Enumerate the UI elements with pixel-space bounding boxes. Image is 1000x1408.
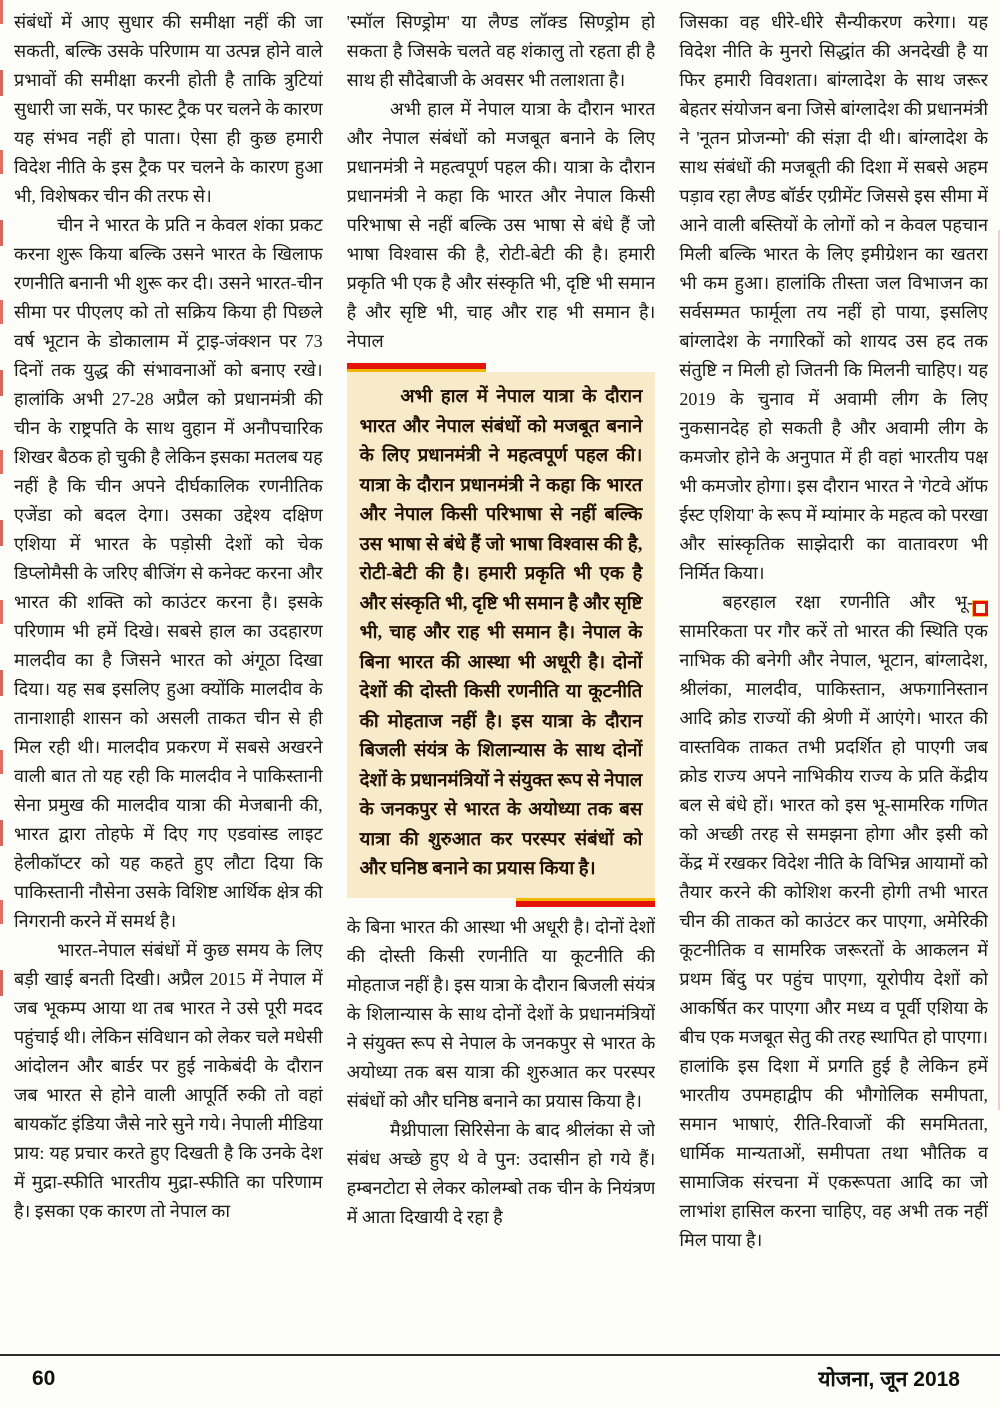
paragraph: मैथ्रीपाला सिरिसेना के बाद श्रीलंका से जो संबंध अच्छे हुए थे वे पुन: उदासीन हो गये हैं। हम्बनटोटा से लेकर कोलम्बो तक चीन के नियंत्रण में आता दिखायी दे रहा है: [346, 1119, 656, 1227]
paragraph: [679, 588, 988, 1255]
page-number: 60: [32, 1367, 56, 1390]
paragraph: भारत-नेपाल संबंधों में कुछ समय के लिए बड़ी खाई बनती दिखी। अप्रैल 2015 में नेपाल में जब भूकम्प आया था तब भारत ने उसे पूरी मदद पहुंचाई थी। लेकिन संविधान को लेकर चले मधेसी आंदोलन और बार्डर पर हुई नाकेबंदी के दौरान जब भारत से होने वाली आपूर्ति रुकी तो वहां बायकॉट इंडिया जैसे नारे सुने गये। नेपाली मीडिया प्राय: यह प्रचार करते हुए दिखती है कि उनके देश में मुद्रा-स्फीति भारतीय मुद्रा-स्फीति का परिणाम है। इसका एक कारण तो नेपाल का: [14, 940, 323, 1221]
paragraph-text: बहरहाल रक्षा रणनीति और भू-सामरिकता पर गौर करें तो भारत की स्थिति एक नाभिक की बनेगी और नेपाल, भूटान, बांग्लादेश, श्रीलंका, मालदीव, पाकिस्तान, अफगानिस्तान आदि क्रोड राज्यों की श्रेणी में आएंगे। भारत की वास्तविक ताकत तभी प्रदर्शित हो पाएगी जब क्रोड राज्य अपने नाभिकीय राज्य के प्रति केंद्रीय बल से बंधे हों। भारत को इस भू-सामरिक गणित को अच्छी तरह से समझना होगा और इसी को केंद्र में रखकर विदेश नीति के विभिन्न आयामों को तैयार करने की कोशिश करनी होगी तभी भारत चीन की ताकत को काउंटर कर पाएगा, अमेरिकी कूटनीतिक व सामरिक जरूरतों के आकलन में प्रथम बिंदु पर पहुंच पाएगा, यूरोपीय देशों को आकर्षित कर पाएगा और मध्य व पूर्वी एशिया के बीच एक मजबूत सेतु की तरह स्थापित हो पाएगा। हालांकि इस दिशा में प्रगति हुई है लेकिन हमें भारतीय उपमहाद्वीप की भौगोलिक समीपता, समान भाषाएं, रीति-रिवाजों की सममितता, धार्मिक मान्यताओं, समीपता तथा भौतिक व सामाजिक संरचना में एकरूपता आदि का जो लाभांश हासिल करना चाहिए, वह अभी तक नहीं मिल पाया है।: [679, 592, 988, 1250]
pull-quote-box: [347, 363, 656, 907]
paragraph: के बिना भारत की आस्था भी अधूरी है। दोनों देशों की दोस्ती किसी रणनीति या कूटनीति की मोहताज नहीं है। इस यात्रा के दौरान बिजली संयंत्र के शिलान्यास के साथ दोनों देशों के प्रधानमंत्रियों ने संयुक्त रूप से नेपाल के जनकपुर से भारत के अयोध्या तक बस यात्रा की शुरुआत कर परस्पर संबंधों को और घनिष्ठ बनाने का प्रयास किया है।: [346, 916, 656, 1111]
column-left: [14, 8, 323, 1352]
paragraph: जिसका वह धीरे-धीरे सैन्यीकरण करेगा। यह विदेश नीति के मुनरो सिद्धांत की अनदेखी है या फिर हमारी विवशता। बांग्लादेश के साथ जरूर बेहतर संयोजन बना जिसे बांग्लादेश की प्रधानमंत्री ने 'नूतन प्रोजन्मो' की संज्ञा दी थी। बांग्लादेश के साथ संबंधों की मजबूती की दिशा में सबसे अहम पड़ाव रहा लैण्ड बॉर्डर एग्रीमेंट जिससे इस सीमा में आने वाली बस्तियों के लोगों को न केवल पहचान मिली बल्कि भारत के लिए इमीग्रेशन का खतरा भी कम हुआ। हालांकि तीस्ता जल विभाजन का सर्वसम्मत फार्मूला तय नहीं हो पाया, इसलिए बांग्लादेश के नगारिकों को शायद उस हद तक संतुष्टि न मिली हो जितनी कि मिलनी चाहिए। यह 2019 के चुनाव में अवामी लीग के लिए नुकसानदेह हो सकती है और अवामी लीग के कमजोर होने के अनुपात में ही वहां भारतीय पक्ष भी कमजोर होगा। इस दौरान भारत ने 'गेटवे ऑफ ईस्ट एशिया' के रूप में म्यांमार के महत्व को परखा और सांस्कृतिक साझेदारी का वातावरण भी निर्मित किया।: [679, 12, 988, 583]
paragraph: संबंधों में आए सुधार की समीक्षा नहीं की जा सकती, बल्कि उसके परिणाम या उत्पन्न होने वाले प्रभावों की समीक्षा करनी होती है ताकि त्रुटियां सुधारी जा सकें, पर फास्ट ट्रैक पर चलने के कारण यह संभव नहीं हो पाता। ऐसा ही कुछ हमारी विदेश नीति के इस ट्रैक पर चलने के कारण हुआ भी, विशेषकर चीन की तरफ से।: [14, 12, 323, 206]
page-footer: [0, 1354, 1000, 1408]
pull-quote-body: [347, 372, 656, 898]
column-right: [679, 8, 988, 1352]
article-body: [14, 8, 988, 1352]
paragraph: 'स्मॉल सिण्ड्रोम' या लैण्ड लॉक्ड सिण्ड्रोम हो सकता है जिसके चलते वह शंकालु तो रहता ही है साथ ही सौदेबाजी के अवसर भी तलाशता है।: [346, 12, 656, 90]
pull-quote-top-bar: [347, 363, 486, 372]
journal-issue: योजना, जून 2018: [818, 1368, 960, 1391]
paragraph: अभी हाल में नेपाल यात्रा के दौरान भारत और नेपाल संबंधों को मजबूत बनाने के लिए प्रधानमंत्री ने महत्वपूर्ण पहल की। यात्रा के दौरान प्रधानमंत्री ने कहा कि भारत और नेपाल किसी परिभाषा से नहीं बल्कि उस भाषा से बंधे हैं जो भाषा विश्वास की है, रोटी-बेटी की है। हमारी प्रकृति भी एक है और संस्कृति भी, दृष्टि भी समान है और सृष्टि भी, चाह और राह भी समान है। नेपाल: [346, 99, 656, 351]
paragraph: चीन ने भारत के प्रति न केवल शंका प्रकट करना शुरू किया बल्कि उसने भारत के खिलाफ रणनीति बनानी भी शुरू कर दी। उसने भारत-चीन सीमा पर पीएलए को तो सक्रिय किया ही पिछले वर्ष भूटान के डोकालाम में ट्राइ-जंक्शन पर 73 दिनों तक युद्ध की संभावनाओं को बनाए रखे। हालांकि अभी 27-28 अप्रैल को प्रधानमंत्री की चीन के राष्ट्रपति के साथ वुहान में अनौपचारिक शिखर बैठक हो चुकी है लेकिन इसका मतलब यह नहीं है कि चीन अपने दीर्घकालिक रणनीतिक एजेंडा को बदल देगा। उसका उद्देश्य दक्षिण एशिया में भारत के पड़ोसी देशों को चेक डिप्लोमैसी के जरिए बीजिंग से कनेक्ट करना और भारत की शक्ति को काउंटर करना है। इसके परिणाम भी हमें दिखे। सबसे हाल का उदहारण मालदीव का है जिसने भारत को अंगूठा दिखा दिया। यह सब इसलिए हुआ क्योंकि मालदीव के तानाशाही शासन को असली ताकत चीन से ही मिल रही थी। मालदीव प्रकरण में सबसे अखरने वाली बात तो यह रही कि मालदीव ने पाकिस्तानी सेना प्रमुख की मालदीव यात्रा की मेजबानी की, भारत द्वारा तोहफे में दिए गए एडवांस्ड लाइट हेलीकॉप्टर को यह कहते हुए लौटा दिया कि पाकिस्तानी नौसेना उसके विशिष्ट आर्थिक क्षेत्र की निगरानी करने में समर्थ है।: [14, 215, 323, 931]
pull-quote-bottom-bar: [516, 898, 655, 907]
scan-artifact-left-edge: [0, 0, 3, 1045]
column-middle: [347, 8, 656, 1352]
article-end-icon: [973, 601, 988, 616]
pull-quote-text: अभी हाल में नेपाल यात्रा के दौरान भारत और नेपाल संबंधों को मजबूत बनाने के लिए प्रधानमंत्री ने महत्वपूर्ण पहल की। यात्रा के दौरान प्रधानमंत्री ने कहा कि भारत और नेपाल किसी परिभाषा से नहीं बल्कि उस भाषा से बंधे हैं जो भाषा विश्वास की है, रोटी-बेटी की है। हमारी प्रकृति भी एक है और संस्कृति भी, दृष्टि भी समान है और सृष्टि भी, चाह और राह भी समान है। नेपाल के बिना भारत की आस्था भी अधूरी है। दोनों देशों की दोस्ती किसी रणनीति या कूटनीति की मोहताज नहीं है। इस यात्रा के दौरान बिजली संयंत्र के शिलान्यास के साथ दोनों देशों के प्रधानमंत्रियों ने संयुक्त रूप से नेपाल के जनकपुर से भारत के अयोध्या तक बस यात्रा की शुरुआत कर परस्पर संबंधों को और घनिष्ठ बनाने का प्रयास किया है।: [359, 387, 643, 879]
